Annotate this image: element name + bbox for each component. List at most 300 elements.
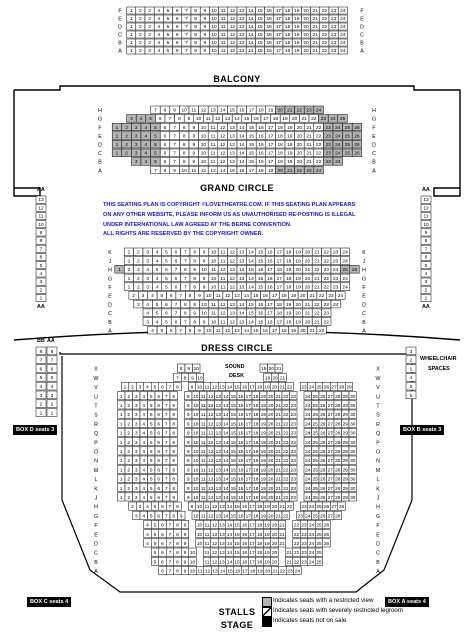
seat[interactable] xyxy=(228,274,237,282)
seat[interactable] xyxy=(163,401,171,409)
seat[interactable] xyxy=(284,318,293,326)
seat[interactable] xyxy=(166,502,174,510)
seat[interactable] xyxy=(163,47,172,54)
seat[interactable] xyxy=(203,548,211,556)
seat[interactable] xyxy=(331,265,340,273)
seat[interactable] xyxy=(246,23,255,30)
seat[interactable] xyxy=(122,140,132,148)
seat[interactable] xyxy=(140,438,148,446)
seat[interactable] xyxy=(275,257,284,265)
seat[interactable] xyxy=(170,419,178,427)
seat[interactable] xyxy=(323,502,331,510)
seat[interactable] xyxy=(173,23,182,30)
seat[interactable] xyxy=(192,419,200,427)
seat[interactable] xyxy=(192,438,200,446)
seat[interactable] xyxy=(256,158,266,166)
seat[interactable] xyxy=(260,401,268,409)
aa-stalls-seat[interactable] xyxy=(47,409,57,417)
seat[interactable] xyxy=(218,274,227,282)
seat[interactable] xyxy=(185,438,193,446)
seat[interactable] xyxy=(191,23,200,30)
seat[interactable] xyxy=(260,484,268,492)
seat[interactable] xyxy=(315,530,323,538)
seat[interactable] xyxy=(256,265,265,273)
seat[interactable] xyxy=(275,283,284,291)
aa-left-seat[interactable] xyxy=(36,204,46,211)
seat[interactable] xyxy=(121,382,129,390)
seat[interactable] xyxy=(218,318,227,326)
seat[interactable] xyxy=(241,548,249,556)
seat[interactable] xyxy=(242,326,251,334)
seat[interactable] xyxy=(304,511,312,519)
seat[interactable] xyxy=(215,456,223,464)
seat[interactable] xyxy=(163,428,171,436)
seat[interactable] xyxy=(152,248,161,256)
seat[interactable] xyxy=(219,39,228,46)
seat[interactable] xyxy=(163,410,171,418)
seat[interactable] xyxy=(226,539,234,547)
seat[interactable] xyxy=(349,419,357,427)
seat[interactable] xyxy=(263,520,271,528)
seat[interactable] xyxy=(349,392,357,400)
seat[interactable] xyxy=(252,438,260,446)
seat[interactable] xyxy=(237,401,245,409)
seat[interactable] xyxy=(163,474,171,482)
seat[interactable] xyxy=(274,31,283,38)
seat[interactable] xyxy=(145,23,154,30)
seat[interactable] xyxy=(326,292,335,300)
seat[interactable] xyxy=(181,265,190,273)
wheelchair-seat[interactable] xyxy=(406,365,416,373)
seat[interactable] xyxy=(125,392,133,400)
seat[interactable] xyxy=(352,140,362,148)
seat[interactable] xyxy=(196,382,204,390)
seat[interactable] xyxy=(218,300,227,308)
seat[interactable] xyxy=(260,493,268,501)
seat[interactable] xyxy=(237,7,246,14)
seat[interactable] xyxy=(329,47,338,54)
seat[interactable] xyxy=(134,283,143,291)
seat[interactable] xyxy=(166,557,174,565)
aa-left-seat[interactable] xyxy=(36,262,46,269)
seat[interactable] xyxy=(237,166,247,174)
seat[interactable] xyxy=(237,265,246,273)
seat[interactable] xyxy=(125,474,133,482)
seat[interactable] xyxy=(131,149,141,157)
seat[interactable] xyxy=(245,392,253,400)
seat[interactable] xyxy=(304,493,312,501)
seat[interactable] xyxy=(342,428,350,436)
seat[interactable] xyxy=(219,47,228,54)
seat[interactable] xyxy=(255,7,264,14)
bb-seat[interactable] xyxy=(36,382,46,390)
seat[interactable] xyxy=(112,132,122,140)
seat[interactable] xyxy=(218,557,226,565)
seat[interactable] xyxy=(261,115,271,123)
seat[interactable] xyxy=(241,382,249,390)
seat[interactable] xyxy=(293,557,301,565)
seat[interactable] xyxy=(163,7,172,14)
seat[interactable] xyxy=(185,410,193,418)
seat[interactable] xyxy=(271,548,279,556)
seat[interactable] xyxy=(252,419,260,427)
seat[interactable] xyxy=(271,566,279,574)
seat[interactable] xyxy=(338,7,347,14)
seat[interactable] xyxy=(163,511,171,519)
seat[interactable] xyxy=(133,401,141,409)
seat[interactable] xyxy=(303,300,312,308)
seat[interactable] xyxy=(256,283,265,291)
seat[interactable] xyxy=(290,447,298,455)
seat[interactable] xyxy=(185,484,193,492)
seat[interactable] xyxy=(163,23,172,30)
bb-seat[interactable] xyxy=(36,409,46,417)
seat[interactable] xyxy=(222,410,230,418)
seat[interactable] xyxy=(200,447,208,455)
seat[interactable] xyxy=(200,410,208,418)
seat[interactable] xyxy=(204,292,213,300)
seat[interactable] xyxy=(207,465,215,473)
seat[interactable] xyxy=(293,520,301,528)
seat[interactable] xyxy=(200,474,208,482)
seat[interactable] xyxy=(159,530,167,538)
seat[interactable] xyxy=(133,447,141,455)
seat[interactable] xyxy=(140,401,148,409)
seat[interactable] xyxy=(237,140,247,148)
seat[interactable] xyxy=(327,438,335,446)
seat[interactable] xyxy=(218,520,226,528)
seat[interactable] xyxy=(170,438,178,446)
seat[interactable] xyxy=(275,140,285,148)
seat[interactable] xyxy=(226,520,234,528)
seat[interactable] xyxy=(352,149,362,157)
seat[interactable] xyxy=(349,474,357,482)
seat[interactable] xyxy=(315,557,323,565)
seat[interactable] xyxy=(148,493,156,501)
seat[interactable] xyxy=(118,401,126,409)
seat[interactable] xyxy=(274,23,283,30)
seat[interactable] xyxy=(338,15,347,22)
seat[interactable] xyxy=(182,7,191,14)
seat[interactable] xyxy=(282,428,290,436)
seat[interactable] xyxy=(282,419,290,427)
seat[interactable] xyxy=(247,132,257,140)
seat[interactable] xyxy=(263,548,271,556)
seat[interactable] xyxy=(237,132,247,140)
seat[interactable] xyxy=(282,465,290,473)
seat[interactable] xyxy=(199,300,208,308)
seat[interactable] xyxy=(138,292,147,300)
seat[interactable] xyxy=(207,493,215,501)
seat[interactable] xyxy=(237,428,245,436)
seat[interactable] xyxy=(146,115,156,123)
seat[interactable] xyxy=(275,274,284,282)
seat[interactable] xyxy=(163,438,171,446)
seat[interactable] xyxy=(188,502,196,510)
seat[interactable] xyxy=(133,474,141,482)
seat[interactable] xyxy=(131,123,141,131)
seat[interactable] xyxy=(233,548,241,556)
seat[interactable] xyxy=(342,456,350,464)
seat[interactable] xyxy=(196,530,204,538)
seat[interactable] xyxy=(241,530,249,538)
seat[interactable] xyxy=(208,140,218,148)
seat[interactable] xyxy=(264,566,272,574)
seat[interactable] xyxy=(284,309,293,317)
seat[interactable] xyxy=(207,410,215,418)
seat[interactable] xyxy=(151,158,161,166)
seat[interactable] xyxy=(174,557,182,565)
seat[interactable] xyxy=(148,419,156,427)
seat[interactable] xyxy=(275,158,285,166)
seat[interactable] xyxy=(143,318,152,326)
seat[interactable] xyxy=(275,106,285,114)
seat[interactable] xyxy=(283,7,292,14)
seat[interactable] xyxy=(203,502,211,510)
seat[interactable] xyxy=(256,520,264,528)
seat[interactable] xyxy=(275,465,283,473)
seat[interactable] xyxy=(246,31,255,38)
seat[interactable] xyxy=(174,530,182,538)
seat[interactable] xyxy=(290,392,298,400)
seat[interactable] xyxy=(145,39,154,46)
seat[interactable] xyxy=(218,248,227,256)
seat[interactable] xyxy=(267,474,275,482)
seat[interactable] xyxy=(200,456,208,464)
seat[interactable] xyxy=(226,557,234,565)
seat[interactable] xyxy=(140,392,148,400)
seat[interactable] xyxy=(182,15,191,22)
seat[interactable] xyxy=(327,465,335,473)
seat[interactable] xyxy=(199,158,209,166)
aa-right-seat[interactable] xyxy=(421,204,431,211)
seat[interactable] xyxy=(237,465,245,473)
seat[interactable] xyxy=(179,140,189,148)
seat[interactable] xyxy=(140,484,148,492)
seat[interactable] xyxy=(278,539,286,547)
seat[interactable] xyxy=(189,132,199,140)
seat[interactable] xyxy=(263,530,271,538)
seat[interactable] xyxy=(246,309,255,317)
seat[interactable] xyxy=(252,456,260,464)
seat[interactable] xyxy=(222,484,230,492)
seat[interactable] xyxy=(163,31,172,38)
wheelchair-seat[interactable] xyxy=(406,347,416,355)
seat[interactable] xyxy=(215,401,223,409)
seat[interactable] xyxy=(179,132,189,140)
seat[interactable] xyxy=(226,566,234,574)
seat[interactable] xyxy=(252,410,260,418)
seat[interactable] xyxy=(148,447,156,455)
seat[interactable] xyxy=(271,557,279,565)
seat[interactable] xyxy=(181,373,189,381)
seat[interactable] xyxy=(148,392,156,400)
aa-left-seat[interactable] xyxy=(36,253,46,260)
seat[interactable] xyxy=(170,166,180,174)
seat[interactable] xyxy=(154,15,163,22)
seat[interactable] xyxy=(195,292,204,300)
seat[interactable] xyxy=(245,447,253,455)
seat[interactable] xyxy=(271,382,279,390)
seat[interactable] xyxy=(112,123,122,131)
seat[interactable] xyxy=(228,47,237,54)
seat[interactable] xyxy=(329,23,338,30)
seat[interactable] xyxy=(303,248,312,256)
seat[interactable] xyxy=(293,539,301,547)
seat[interactable] xyxy=(230,410,238,418)
seat[interactable] xyxy=(285,106,295,114)
seat[interactable] xyxy=(155,115,165,123)
seat[interactable] xyxy=(125,410,133,418)
seat[interactable] xyxy=(246,257,255,265)
seat[interactable] xyxy=(256,566,264,574)
seat[interactable] xyxy=(200,484,208,492)
seat[interactable] xyxy=(301,31,310,38)
seat[interactable] xyxy=(260,456,268,464)
seat[interactable] xyxy=(218,166,228,174)
seat[interactable] xyxy=(203,530,211,538)
seat[interactable] xyxy=(246,274,255,282)
seat[interactable] xyxy=(134,274,143,282)
seat[interactable] xyxy=(190,274,199,282)
seat[interactable] xyxy=(319,410,327,418)
seat[interactable] xyxy=(245,438,253,446)
seat[interactable] xyxy=(170,456,178,464)
seat[interactable] xyxy=(143,257,152,265)
seat[interactable] xyxy=(151,132,161,140)
seat[interactable] xyxy=(218,123,228,131)
seat[interactable] xyxy=(237,419,245,427)
seat[interactable] xyxy=(274,15,283,22)
seat[interactable] xyxy=(342,392,350,400)
seat[interactable] xyxy=(251,115,261,123)
seat[interactable] xyxy=(196,566,204,574)
aa-right-seat[interactable] xyxy=(421,286,431,293)
seat[interactable] xyxy=(301,15,310,22)
seat[interactable] xyxy=(122,149,132,157)
seat[interactable] xyxy=(237,447,245,455)
seat[interactable] xyxy=(174,502,182,510)
seat[interactable] xyxy=(298,326,307,334)
seat[interactable] xyxy=(174,373,182,381)
seat[interactable] xyxy=(182,23,191,30)
seat[interactable] xyxy=(237,456,245,464)
seat[interactable] xyxy=(275,484,283,492)
seat[interactable] xyxy=(275,132,285,140)
seat[interactable] xyxy=(342,484,350,492)
seat[interactable] xyxy=(293,274,302,282)
seat[interactable] xyxy=(252,511,260,519)
box-a-label[interactable]: BOX A seats 4 xyxy=(385,597,429,607)
seat[interactable] xyxy=(246,248,255,256)
seat[interactable] xyxy=(234,566,242,574)
seat[interactable] xyxy=(275,493,283,501)
seat[interactable] xyxy=(155,511,163,519)
seat[interactable] xyxy=(209,23,218,30)
seat[interactable] xyxy=(278,502,286,510)
seat[interactable] xyxy=(267,511,275,519)
seat[interactable] xyxy=(265,7,274,14)
seat[interactable] xyxy=(245,511,253,519)
seat[interactable] xyxy=(185,401,193,409)
seat[interactable] xyxy=(260,447,268,455)
seat[interactable] xyxy=(241,557,249,565)
seat[interactable] xyxy=(340,283,349,291)
seat[interactable] xyxy=(170,410,178,418)
seat[interactable] xyxy=(314,123,324,131)
seat[interactable] xyxy=(148,326,157,334)
seat[interactable] xyxy=(148,438,156,446)
seat[interactable] xyxy=(248,502,256,510)
seat[interactable] xyxy=(300,382,308,390)
seat[interactable] xyxy=(345,382,353,390)
seat[interactable] xyxy=(185,428,193,436)
aa-left-seat[interactable] xyxy=(36,294,46,301)
seat[interactable] xyxy=(308,520,316,528)
seat[interactable] xyxy=(125,401,133,409)
seat[interactable] xyxy=(129,382,137,390)
seat[interactable] xyxy=(265,23,274,30)
seat[interactable] xyxy=(311,47,320,54)
seat[interactable] xyxy=(189,566,197,574)
seat[interactable] xyxy=(246,7,255,14)
seat[interactable] xyxy=(163,465,171,473)
seat[interactable] xyxy=(304,166,314,174)
seat[interactable] xyxy=(148,484,156,492)
seat[interactable] xyxy=(323,539,331,547)
seat[interactable] xyxy=(203,115,213,123)
seat[interactable] xyxy=(293,300,302,308)
seat[interactable] xyxy=(148,456,156,464)
seat[interactable] xyxy=(179,123,189,131)
seat[interactable] xyxy=(227,166,237,174)
seat[interactable] xyxy=(199,106,209,114)
seat[interactable] xyxy=(252,447,260,455)
seat[interactable] xyxy=(255,23,264,30)
seat[interactable] xyxy=(171,265,180,273)
seat[interactable] xyxy=(200,511,208,519)
seat[interactable] xyxy=(200,392,208,400)
seat[interactable] xyxy=(209,265,218,273)
seat[interactable] xyxy=(233,530,241,538)
seat[interactable] xyxy=(171,318,180,326)
seat[interactable] xyxy=(159,502,167,510)
aa-right-seat[interactable] xyxy=(421,196,431,203)
seat[interactable] xyxy=(181,548,189,556)
seat[interactable] xyxy=(185,456,193,464)
seat[interactable] xyxy=(192,447,200,455)
seat[interactable] xyxy=(312,274,321,282)
seat[interactable] xyxy=(213,115,223,123)
seat[interactable] xyxy=(271,530,279,538)
seat[interactable] xyxy=(256,248,265,256)
seat[interactable] xyxy=(211,520,219,528)
bb-seat[interactable] xyxy=(36,365,46,373)
seat[interactable] xyxy=(251,326,260,334)
seat[interactable] xyxy=(218,382,226,390)
seat[interactable] xyxy=(141,149,151,157)
seat[interactable] xyxy=(211,530,219,538)
seat[interactable] xyxy=(265,257,274,265)
seat[interactable] xyxy=(312,318,321,326)
seat[interactable] xyxy=(278,382,286,390)
seat[interactable] xyxy=(237,474,245,482)
seat[interactable] xyxy=(311,23,320,30)
seat[interactable] xyxy=(181,274,190,282)
seat[interactable] xyxy=(179,166,189,174)
seat[interactable] xyxy=(334,465,342,473)
seat[interactable] xyxy=(256,132,266,140)
